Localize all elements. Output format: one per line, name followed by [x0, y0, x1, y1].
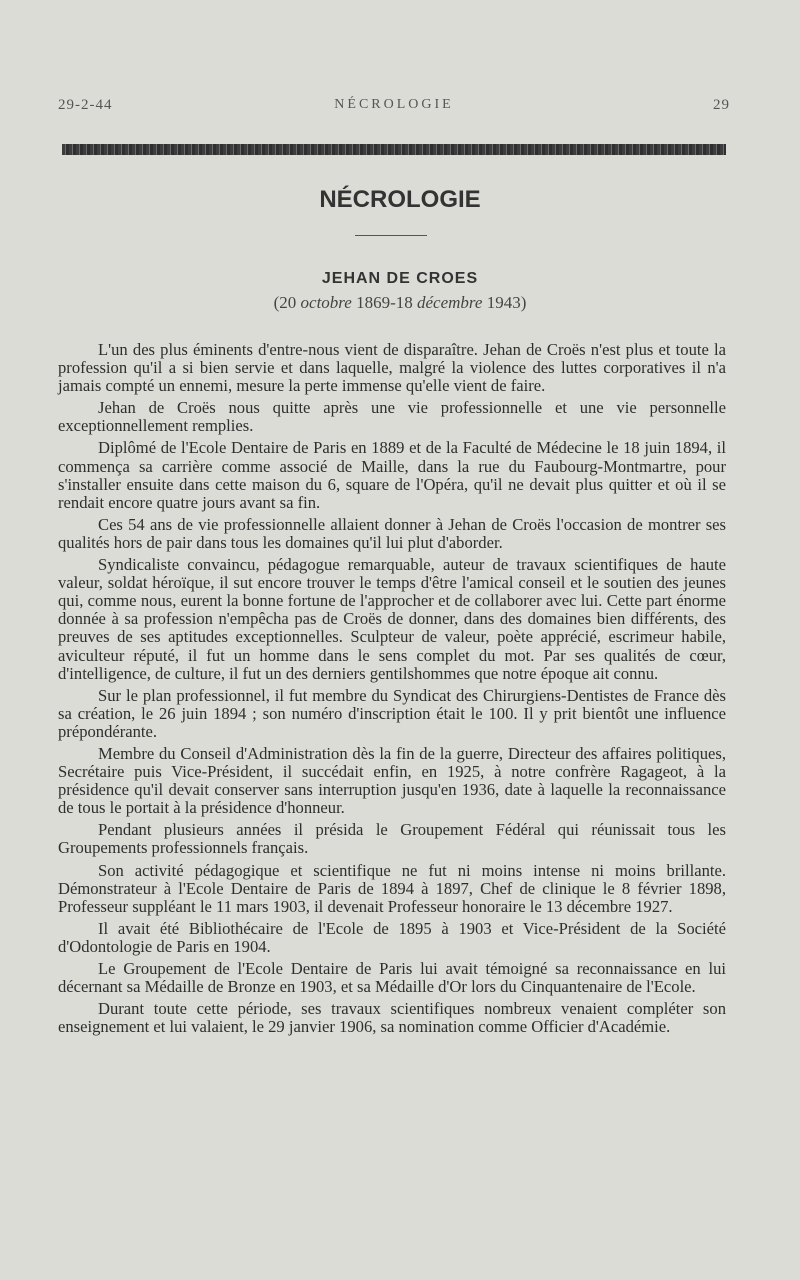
page-number: 29 — [713, 97, 730, 113]
paragraph: Son activité pédagogique et scientifique ne fut ni moins intense ni moins brillante. Démonstrateur à l'Ecole Dentaire de Paris de 1894 à 1897, Chef de clinique le 8 février 1898, Professeur suppléant le 11 mars 1903, il devenait Professeur honoraire le 13 décembre 1927. — [58, 860, 726, 916]
death-month: décembre — [417, 293, 483, 312]
article-body — [58, 341, 726, 1040]
paragraph: Sur le plan professionnel, il fut membre du Syndicat des Chirurgiens-Dentistes de France dès sa création, le 26 juin 1894 ; son numéro d'inscription était le 100. Il y prit bientôt une influence prépondérante. — [58, 685, 726, 741]
paragraph: Durant toute cette période, ses travaux scientifiques nombreux venaient compléter son enseignement et lui valaient, le 29 janvier 1906, sa nomination comme Officier d'Académie. — [58, 999, 726, 1037]
paragraph: Il avait été Bibliothécaire de l'Ecole de 1895 à 1903 et Vice-Président de la Société d'Odontologie de Paris en 1904. — [58, 918, 726, 956]
paragraph: Ces 54 ans de vie professionnelle allaient donner à Jehan de Croës l'occasion de montrer ses qualités hors de pair dans tous les domaines qu'il lui plut d'aborder. — [58, 514, 726, 552]
issue-date: 29-2-44 — [58, 97, 113, 113]
section-title: NÉCROLOGIE — [334, 97, 454, 112]
decorative-rule — [62, 144, 726, 155]
paragraph: L'un des plus éminents d'entre-nous vient de disparaître. Jehan de Croës n'est plus et toute la profession qu'il a si bien servie et dans laquelle, malgré la violence des luttes corporatives il n'a jamais compté un ennemi, mesure la perte immense qu'elle vient de faire. — [58, 340, 726, 396]
page-title: NÉCROLOGIE — [319, 186, 481, 213]
paragraph: Membre du Conseil d'Administration dès la fin de la guerre, Directeur des affaires politiques, Secrétaire puis Vice-Président, il succédait enfin, en 1925, à notre confrère Ragageot, à la présidence qu'il devait conserver sans interruption jusqu'en 1936, date à laquelle la reconnaissance de tous le portait à la présidence d'honneur. — [58, 743, 726, 818]
subject-name: JEHAN DE CROES — [321, 270, 479, 287]
divider — [355, 235, 427, 236]
birth-month: octobre — [300, 293, 352, 312]
paragraph: Syndicaliste convaincu, pédagogue remarquable, auteur de travaux scientifiques de haute valeur, soldat héroïque, il sut encore trouver le temps d'être l'amical conseil et le soutien des jeunes qui, comme nous, eurent la bonne fortune de l'approcher et de collaborer avec lui. Cette part énorme donnée à sa profession n'empêcha pas de Croës de donner, dans des domaines bien différents, des preuves de ses aptitudes exceptionnelles. Sculpteur de valeur, poète apprécié, escrimeur habile, aviculteur réputé, il fut un homme dans le sens complet du mot. Par ses qualités de cœur, d'intelligence, de culture, il fut un des derniers gentilshommes que notre époque ait connu. — [58, 555, 726, 683]
subject-dates: (20 octobre 1869-18 décembre 1943) — [273, 293, 527, 312]
paragraph: Jehan de Croës nous quitte après une vie professionnelle et une vie personnelle exceptionnellement remplies. — [58, 398, 726, 436]
running-head — [58, 97, 730, 119]
death-year: 1943 — [486, 293, 521, 312]
birth-year-death-day: 1869-18 — [356, 293, 413, 312]
paragraph: Le Groupement de l'Ecole Dentaire de Paris lui avait témoigné sa reconnaissance en lui décernant sa Médaille de Bronze en 1903, et sa Médaille d'Or lors du Cinquantenaire de l'Ecole. — [58, 959, 726, 997]
birth-day: 20 — [279, 293, 297, 312]
paragraph: Diplômé de l'Ecole Dentaire de Paris en 1889 et de la Faculté de Médecine le 18 juin 1894, il commença sa carrière comme associé de Maille, dans la rue du Faubourg-Montmartre, pour s'installer ensuite dans cette maison du 6, square de l'Opéra, qu'il ne devait plus quitter et où il se rendait encore quatre jours avant sa fin. — [58, 438, 726, 512]
paragraph: Pendant plusieurs années il présida le Groupement Fédéral qui réunissait tous les Groupements professionnels français. — [58, 820, 726, 858]
